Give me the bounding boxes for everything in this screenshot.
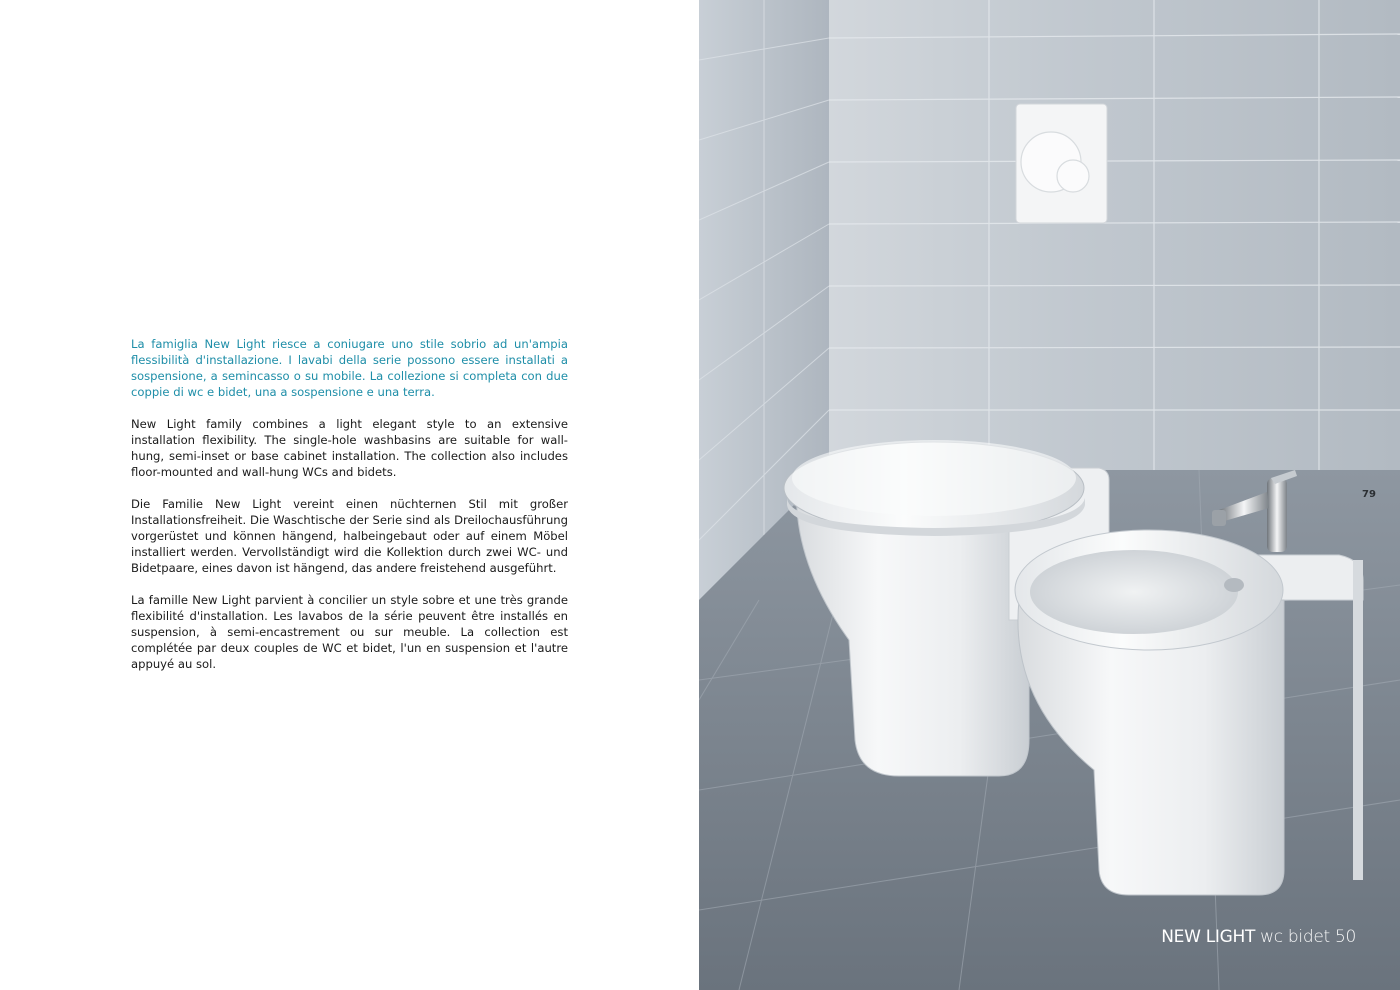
description-text [131, 336, 568, 688]
caption-product-detail: wc bidet 50 [1255, 927, 1356, 947]
bathroom-illustration [699, 0, 1400, 990]
english-paragraph: New Light family combines a light elegant style to an extensive installation flexibility. The single-hole washbasins are suitable for wall-hung, semi-inset or base cabinet installation. The collection also includes floor-mounted and wall-hung WCs and bidets. [131, 417, 568, 479]
german-paragraph: Die Familie New Light vereint einen nüchternen Stil mit großer Installationsfreiheit. Die Waschtische der Serie sind als Dreilochausführung vorgerüstet und können hängend, halbeingebaut oder auf einem Möbel installiert werden. Vervollständigt wird die Kollektion durch zwei WC- und Bidetpaare, eines davon ist hängend, das andere freistehend ausgeführt. [131, 497, 568, 575]
italian-paragraph: La famiglia New Light riesce a coniugare uno stile sobrio ad un'ampia flessibilità d'installazione. I lavabi della serie possono essere installati a sospensione, a semincasso o su mobile. La collezione si completa con due coppie di wc e bidet, una a sospensione e una terra. [131, 337, 568, 399]
french-paragraph: La famille New Light parvient à concilier un style sobre et une très grande flexibilité d'installation. Les lavabos de la série peuvent être installés en suspension, à semi-encastrement ou sur meuble. La collection est complétée par deux couples de WC et bidet, l'un en suspension et l'autre appuyé au sol. [131, 593, 568, 671]
caption-product-name: NEW LIGHT [1161, 927, 1256, 947]
product-caption [1161, 927, 1356, 947]
left-page [0, 0, 699, 990]
page-number: 79 [1362, 489, 1376, 500]
product-photo [699, 0, 1400, 990]
